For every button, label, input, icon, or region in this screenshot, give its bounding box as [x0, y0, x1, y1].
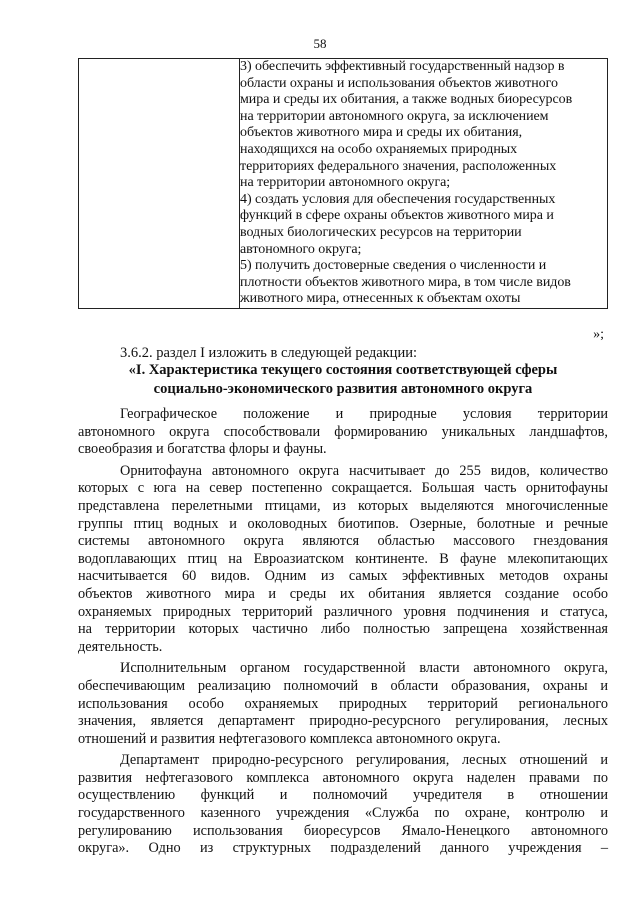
text-line: Департамент природно-ресурсного регулирования, лесных отношений и	[120, 752, 608, 769]
section-heading	[78, 361, 608, 399]
table-cell-line: на территории автономного округа;	[240, 175, 451, 191]
text-line: объектов животного мира и среды их обитания является создание особо	[78, 585, 608, 602]
closing-quote: »;	[593, 327, 604, 342]
page-number: 58	[313, 36, 327, 51]
text-line: Исполнительным органом государственной власти автономного округа,	[120, 660, 608, 677]
text-line: на территории которых частично либо полностью запрещена хозяйственная	[78, 621, 608, 638]
table-cell-line: 4) создать условия для обеспечения государственных	[240, 191, 556, 207]
text-line: отношений и развития нефтегазового комплекса автономного округа.	[78, 730, 501, 747]
text-line: своеобразия и богатства флоры и фауны.	[78, 441, 327, 458]
table-cell-line: автономного округа;	[240, 241, 362, 257]
text-line: представлена перелетными птицами, из которых выделяются многочисленные	[78, 497, 608, 514]
text-line: округа». Одно из структурных подразделений данного учреждения –	[78, 840, 608, 857]
table-cell-line: животного мира, отнесенных к объектам охоты	[240, 291, 521, 307]
table-cell-line: водных биологических ресурсов на территории	[240, 224, 522, 240]
table-cell-line: области охраны и использования объектов животного	[240, 75, 558, 91]
table-cell-line: мира и среды их обитания, а также водных биоресурсов	[240, 92, 573, 108]
text-line: Географическое положение и природные условия территории	[120, 406, 608, 422]
text-line: использования особо охраняемых природных территорий регионального	[78, 695, 608, 712]
amendment-instruction: 3.6.2. раздел I изложить в следующей редакции:	[120, 345, 417, 361]
heading-line: «I. Характеристика текущего состояния соответствующей сферы	[128, 362, 558, 378]
table-left-cell	[79, 59, 240, 309]
table-cell-line: 3) обеспечить эффективный государственный надзор в	[240, 59, 565, 74]
text-line: регулированию использования биоресурсов Ямало-Ненецкого автономного	[78, 822, 608, 839]
text-line: Орнитофауна автономного округа насчитывает до 255 видов, количество	[120, 462, 608, 479]
text-line: обеспечивающим реализацию полномочий в области образования, охраны и	[78, 677, 608, 694]
text-line: значения, является департамент природно-ресурсного регулирования, лесных	[78, 713, 608, 730]
text-line: охраняемых природных территорий различного уровня подчинения и статуса,	[78, 603, 608, 620]
table-cell-line: находящихся на особо охраняемых природных	[240, 141, 518, 157]
text-line: государственного казенного учреждения «Служба по охране, контролю и	[78, 805, 608, 822]
text-line: автономного округа способствовали формированию уникальных ландшафтов,	[78, 423, 608, 440]
text-line: водоплавающих птиц на Евроазиатском континенте. В фауне млекопитающих	[78, 550, 608, 567]
table-cell-line: плотности объектов животного мира, в том числе видов	[240, 274, 571, 290]
text-line: деятельность.	[78, 638, 163, 655]
table-cell-line: на территории автономного округа, за исключением	[240, 108, 549, 124]
text-line: которых с юга на север постепенно сокращается. Большая часть орнитофауны	[78, 480, 608, 497]
table-cell-line: функций в сфере охраны объектов животного мира и	[240, 208, 554, 224]
text-line: системы автономного округа являются областью массового гнездования	[78, 533, 608, 550]
goals-table	[78, 58, 608, 309]
text-line: насчитывается 60 видов. Одним из самых эффективных методов охраны	[78, 568, 608, 585]
text-line: осуществлению функций и полномочий учредителя в отношении	[78, 787, 608, 804]
text-line: группы птиц водных и околоводных биотипов. Озерные, болотные и речные	[78, 515, 608, 532]
table-row	[79, 59, 608, 309]
body-text	[78, 406, 608, 858]
text-line: развития нефтегазового комплекса автономного округа наделен правами по	[78, 769, 608, 786]
table-cell-line: территориях федерального значения, расположенных	[240, 158, 557, 174]
table-cell-line: 5) получить достоверные сведения о численности и	[240, 258, 547, 274]
table-right-cell	[240, 59, 608, 309]
table-cell-line: объектов животного мира и среды их обитания,	[240, 125, 523, 141]
heading-line: социально-экономического развития автономного округа	[153, 381, 533, 397]
